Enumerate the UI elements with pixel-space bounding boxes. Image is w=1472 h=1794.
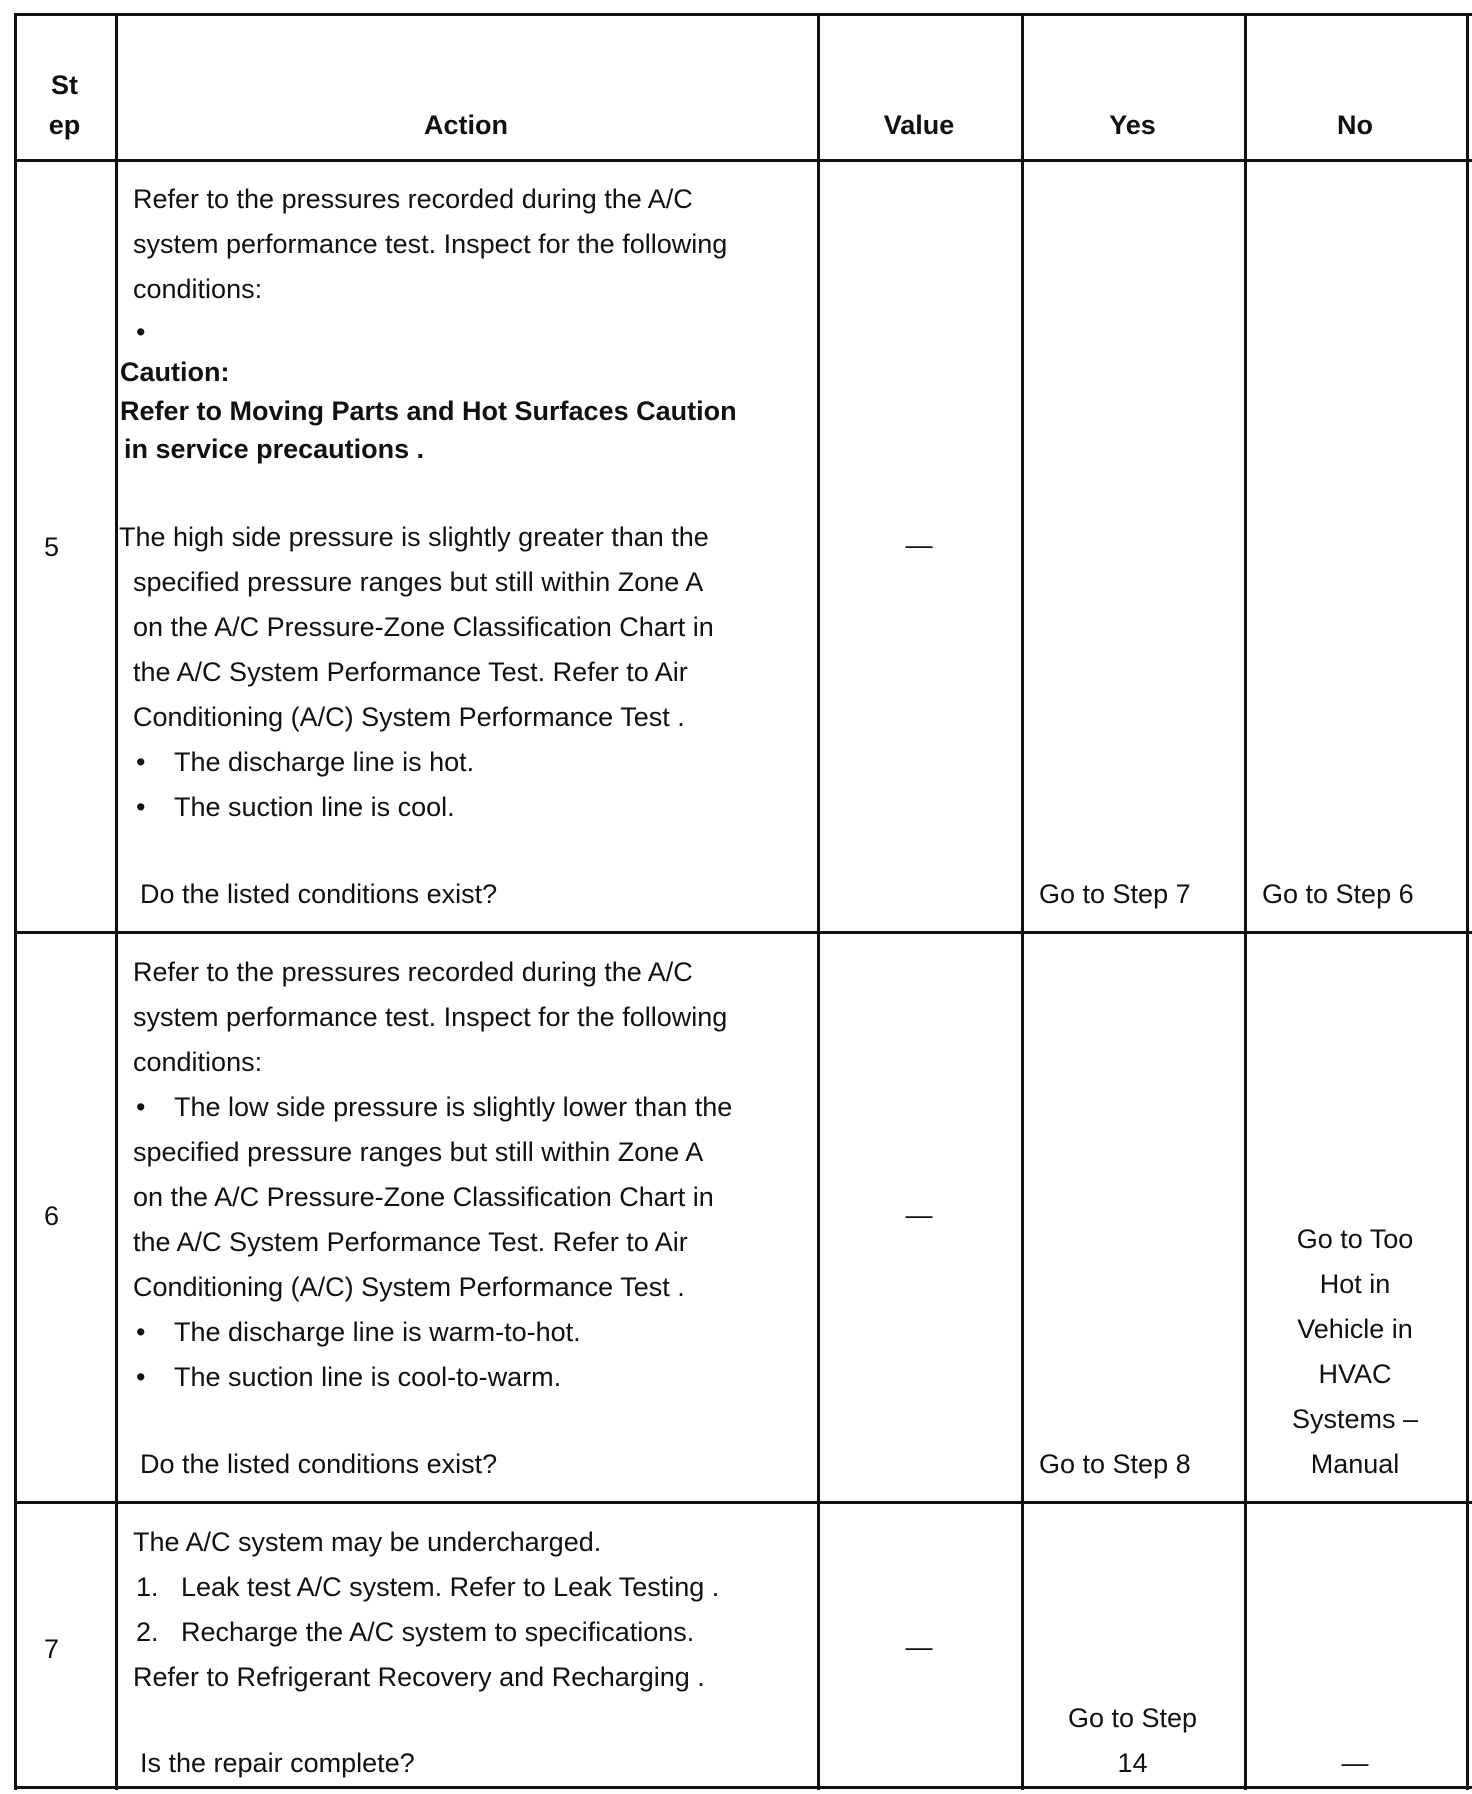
action-text: specified pressure ranges but still within Zone A	[133, 1137, 704, 1167]
caution-text: in service precautions .	[124, 434, 425, 464]
action-text: Refer to the pressures recorded during the A/C	[133, 184, 693, 214]
bullet: •	[136, 1362, 146, 1392]
caution-text: Refer to Moving Parts and Hot Surfaces Caution	[120, 396, 737, 426]
action-text: Leak test A/C system. Refer to Leak Testing .	[181, 1572, 720, 1602]
no-link: Go to Step 6	[1262, 879, 1414, 909]
action-text: system performance test. Inspect for the following	[133, 229, 728, 259]
action-text: The suction line is cool.	[174, 792, 455, 822]
action-text: conditions:	[133, 1047, 263, 1077]
action-text: Recharge the A/C system to specifications.	[181, 1617, 695, 1647]
action-text: Conditioning (A/C) System Performance Test .	[133, 702, 685, 732]
header-no: No	[1337, 110, 1373, 140]
action-text: the A/C System Performance Test. Refer to Air	[133, 1227, 688, 1257]
bullet: •	[136, 317, 146, 347]
no-dash: —	[1341, 1748, 1369, 1778]
header-step: St ep	[48, 70, 81, 140]
yes-link: Go to Step 8	[1039, 1449, 1191, 1479]
yes-link: Go to Step	[1067, 1703, 1198, 1733]
step-number: 6	[44, 1201, 60, 1231]
action-text: Refer to the pressures recorded during the A/C	[133, 957, 693, 987]
question: Is the repair complete?	[140, 1748, 415, 1778]
action-text: The suction line is cool-to-warm.	[174, 1362, 562, 1392]
action-text: the A/C System Performance Test. Refer to Air	[133, 657, 688, 687]
value-dash: —	[905, 530, 933, 560]
value-dash: —	[905, 1632, 933, 1662]
action-text: system performance test. Inspect for the following	[133, 1002, 728, 1032]
action-text: The high side pressure is slightly greater than the	[119, 522, 709, 552]
list-number: 1.	[136, 1572, 159, 1602]
bullet: •	[136, 1092, 146, 1122]
header-action: Action	[424, 110, 508, 140]
action-text: Conditioning (A/C) System Performance Test .	[133, 1272, 685, 1302]
action-text: The A/C system may be undercharged.	[133, 1527, 602, 1557]
bullet: •	[136, 1317, 146, 1347]
header-value: Value	[883, 110, 955, 140]
action-text: The low side pressure is slightly lower than the	[174, 1092, 733, 1122]
action-text: The discharge line is warm-to-hot.	[174, 1317, 581, 1347]
question: Do the listed conditions exist?	[140, 879, 498, 909]
list-number: 2.	[136, 1617, 159, 1647]
yes-link: 14	[1117, 1748, 1148, 1778]
action-text: Refer to Refrigerant Recovery and Recharging .	[133, 1662, 705, 1692]
bullet: •	[136, 792, 146, 822]
yes-link: Go to Step 7	[1039, 879, 1191, 909]
bullet: •	[136, 747, 146, 777]
header-yes: Yes	[1109, 110, 1156, 140]
question: Do the listed conditions exist?	[140, 1449, 498, 1479]
step-number: 5	[44, 532, 60, 562]
caution-label: Caution:	[120, 357, 230, 387]
step-number: 7	[44, 1634, 60, 1664]
action-text: on the A/C Pressure-Zone Classification Chart in	[133, 1182, 714, 1212]
action-text: conditions:	[133, 274, 263, 304]
diagnostic-table: St ep Action Value Yes No 5 Refer to the pressures recorded during the A/C system performance test. Inspect for the following conditions: • Caution: Refer to Moving Parts and Hot Surfaces Caution in service precautions . The high side pressure is slightly greater than the specified pressure ranges but still within Zone A on the A/C Pressure-Zone Classification Chart in the A/C System Performance Test. Refer to Air Conditioning (A/C) System Performance Test . • The discharge line is hot. • The suction line is cool. Do the listed conditions exist? — Go to Step 7 Go to Step 6 6 Refer to the pressures recorded during the A/C system performance test. Inspect for the following conditions: • The low side pressure is slightly lower than the specified pressure ranges but still within Zone A on the A/C Pressure-Zone Classification Chart in the A/C System Performance Test. Refer to Air Conditioning (A/C) System Performance Test . • The discharge line is warm-to-hot. • The suction line is cool-to-warm. Do the listed conditions exist? — Go to Step 8 Go to Too Hot in Vehicle in HVAC Systems – Manual 7 The A/C system may be undercharged. 1. Leak test A/C system. Refer to Leak Testing . 2. Recharge the A/C system to specifications. Refer to Refrigerant Recovery and Recharging . Is the repair complete? — Go to Step 14 —	[14, 13, 1472, 1790]
action-text: on the A/C Pressure-Zone Classification Chart in	[133, 612, 714, 642]
action-text: The discharge line is hot.	[174, 747, 475, 777]
action-text: specified pressure ranges but still within Zone A	[133, 567, 704, 597]
value-dash: —	[905, 1200, 933, 1230]
